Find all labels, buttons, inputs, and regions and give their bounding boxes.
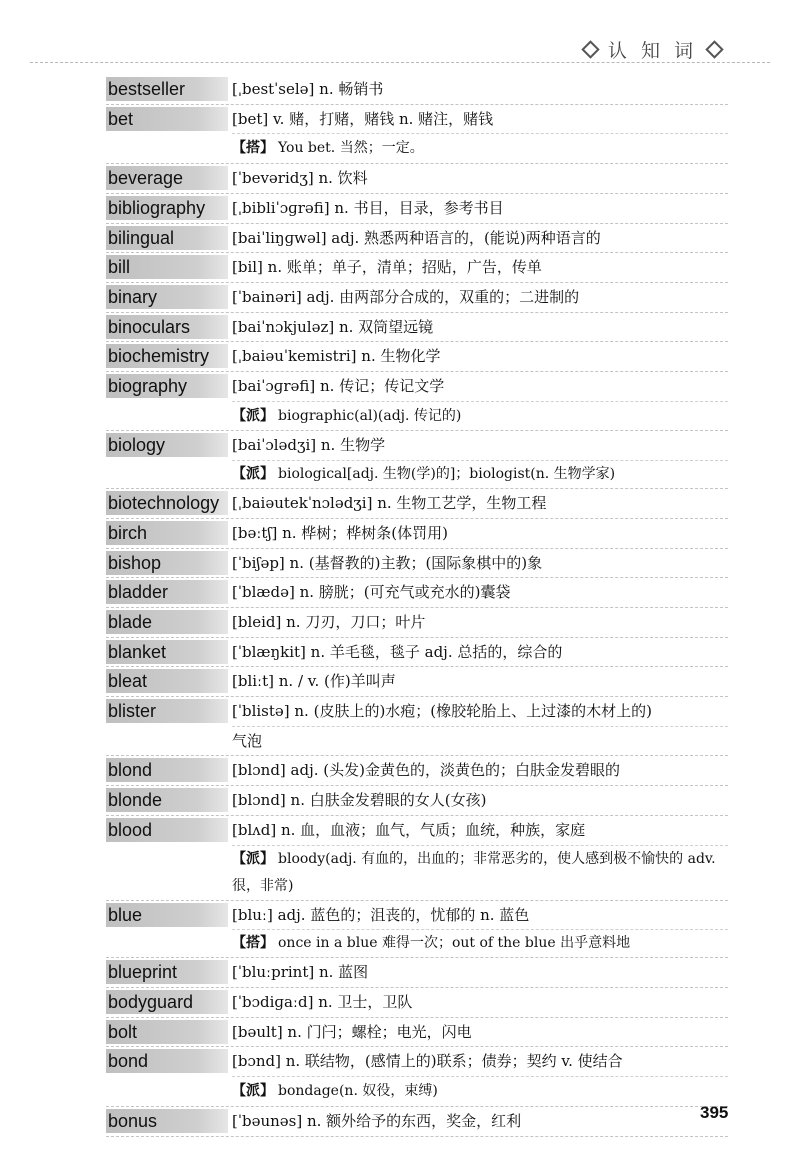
definition: [ˈblædə] n. 膀胱；(可充气或充水的)囊袋 <box>232 583 511 602</box>
definition: [ˌbibliˈɔɡrəfi] n. 书目，目录，参考书目 <box>232 198 504 217</box>
definition: [baiˈɔɡrəfi] n. 传记；传记文学 <box>232 377 445 396</box>
definition: [ˈbəunəs] n. 额外给予的东西，奖金，红利 <box>232 1111 522 1130</box>
page-header <box>579 34 726 64</box>
dictionary-entry <box>106 342 728 372</box>
dictionary-entry <box>106 697 728 756</box>
definition: [ˈblistə] n. (皮肤上的)水疱；(橡胶轮胎上、上过漆的木材上的) <box>232 702 653 721</box>
headword: bishop <box>106 551 228 575</box>
definition: [baiˈliŋɡwəl] adj. 熟悉两种语言的，(能说)两种语言的 <box>232 228 601 247</box>
definition: [bəult] n. 门闩；螺栓；电光，闪电 <box>232 1022 472 1041</box>
headword: bonus <box>106 1109 228 1133</box>
definition: [ˈblæŋkit] n. 羊毛毯，毯子 adj. 总括的，综合的 <box>232 642 563 661</box>
dictionary-entry <box>106 756 728 786</box>
dictionary-entry <box>106 194 728 224</box>
usage-note <box>232 1076 728 1106</box>
headword: bleat <box>106 669 228 693</box>
dictionary-entry <box>106 958 728 988</box>
definition: [bil] n. 账单；单子，清单；招贴，广告，传单 <box>232 258 542 277</box>
definition: [ˈbluːprint] n. 蓝图 <box>232 963 369 982</box>
note-text: bondage(n. 奴役，束缚) <box>278 1083 438 1100</box>
diamond-icon <box>581 40 599 58</box>
headword: blonde <box>106 788 228 812</box>
dictionary-entry <box>106 667 728 697</box>
note-tag: 【搭】 <box>232 140 274 157</box>
header-divider <box>30 62 770 63</box>
note-tag: 【派】 <box>232 1083 274 1100</box>
note-text: You bet. 当然；一定。 <box>278 140 424 157</box>
note-text: once in a blue 难得一次；out of the blue 出乎意料地 <box>278 935 631 952</box>
diamond-icon <box>705 40 723 58</box>
dictionary-entry <box>106 431 728 489</box>
note-text: biological[adj. 生物(学)的]；biologist(n. 生物学家) <box>278 466 616 483</box>
headword: biochemistry <box>106 344 228 368</box>
headword: blue <box>106 903 228 927</box>
headword: bet <box>106 107 228 131</box>
headword: biography <box>106 374 228 398</box>
headword: beverage <box>106 166 228 190</box>
dictionary-entry <box>106 253 728 283</box>
headword: bodyguard <box>106 990 228 1014</box>
note-tag: 【派】 <box>232 466 274 483</box>
headword: bibliography <box>106 196 228 220</box>
dictionary-entry <box>106 164 728 194</box>
dictionary-entry <box>106 75 728 105</box>
dictionary-entry <box>106 1018 728 1048</box>
dictionary-entry <box>106 224 728 254</box>
definition-continued: 气泡 <box>232 726 728 756</box>
definition: [ˈbiʃəp] n. (基督教的)主教；(国际象棋中的)象 <box>232 553 543 572</box>
headword: binary <box>106 285 228 309</box>
definition: [bluː] adj. 蓝色的；沮丧的，忧郁的 n. 蓝色 <box>232 905 530 924</box>
usage-note <box>232 929 728 957</box>
headword: blond <box>106 758 228 782</box>
usage-note <box>232 460 728 488</box>
headword: binoculars <box>106 315 228 339</box>
definition: [ˈbevəridʒ] n. 饮料 <box>232 169 368 188</box>
headword: blister <box>106 699 228 723</box>
page-number: 395 <box>700 1103 729 1122</box>
note-text: biographic(al)(adj. 传记的) <box>278 407 462 424</box>
dictionary-entry <box>106 901 728 959</box>
usage-note <box>232 133 728 163</box>
headword: biology <box>106 433 228 457</box>
definition: [blɔnd] adj. (头发)金黄色的，淡黄色的；白肤金发碧眼的 <box>232 761 620 780</box>
dictionary-entry <box>106 578 728 608</box>
usage-note <box>232 401 728 431</box>
headword: blood <box>106 818 228 842</box>
note-tag: 【派】 <box>232 850 274 867</box>
dictionary-entry <box>106 1107 728 1137</box>
definition: [ˌbestˈselə] n. 畅销书 <box>232 80 384 98</box>
usage-note <box>232 845 728 900</box>
definition: [blʌd] n. 血，血液；血气，气质；血统，种族，家庭 <box>232 820 586 839</box>
dictionary-entry <box>106 313 728 343</box>
dictionary-entry <box>106 786 728 816</box>
definition: [bɔnd] n. 联结物，(感情上的)联系；债券；契约 v. 使结合 <box>232 1052 623 1071</box>
definition: [bəːtʃ] n. 桦树；桦树条(体罚用) <box>232 523 449 542</box>
dictionary-entry <box>106 608 728 638</box>
dictionary-entry <box>106 816 728 901</box>
headword: blueprint <box>106 960 228 984</box>
definition: [baiˈnɔkjuləz] n. 双筒望远镜 <box>232 317 434 336</box>
definition: [bliːt] n. / v. (作)羊叫声 <box>232 672 396 691</box>
headword: bilingual <box>106 226 228 250</box>
headword: bill <box>106 255 228 279</box>
headword: blade <box>106 610 228 634</box>
note-text: bloody(adj. 有血的，出血的；非常恶劣的，使人感到极不愉快的 adv. 很，非常) <box>232 850 716 894</box>
headword: birch <box>106 521 228 545</box>
note-tag: 【搭】 <box>232 935 274 952</box>
entry-list <box>106 75 728 1137</box>
headword: blanket <box>106 640 228 664</box>
definition: [bet] v. 赌，打赌，赌钱 n. 赌注，赌钱 <box>232 109 494 128</box>
definition: [ˈbainəri] adj. 由两部分合成的，双重的；二进制的 <box>232 287 580 306</box>
dictionary-entry <box>106 1047 728 1106</box>
headword: biotechnology <box>106 491 228 515</box>
definition: [ˌbaiəuˈkemistri] n. 生物化学 <box>232 347 441 366</box>
dictionary-entry <box>106 372 728 431</box>
dictionary-entry <box>106 489 728 519</box>
dictionary-entry <box>106 988 728 1018</box>
headword: bond <box>106 1049 228 1073</box>
definition: [baiˈɔlədʒi] n. 生物学 <box>232 436 386 455</box>
dictionary-entry <box>106 105 728 164</box>
definition: [bleid] n. 刀刃，刀口；叶片 <box>232 612 426 631</box>
dictionary-entry <box>106 638 728 668</box>
definition: [ˌbaiəutekˈnɔlədʒi] n. 生物工艺学，生物工程 <box>232 494 547 513</box>
headword: bladder <box>106 580 228 604</box>
dictionary-entry <box>106 283 728 313</box>
definition: [blɔnd] n. 白肤金发碧眼的女人(女孩) <box>232 791 487 810</box>
headword: bolt <box>106 1020 228 1044</box>
headword: bestseller <box>106 77 228 101</box>
note-tag: 【派】 <box>232 407 274 424</box>
header-title: 认 知 词 <box>607 39 697 62</box>
dictionary-entry <box>106 549 728 579</box>
definition: [ˈbɔdiɡaːd] n. 卫士，卫队 <box>232 992 413 1011</box>
dictionary-entry <box>106 519 728 549</box>
